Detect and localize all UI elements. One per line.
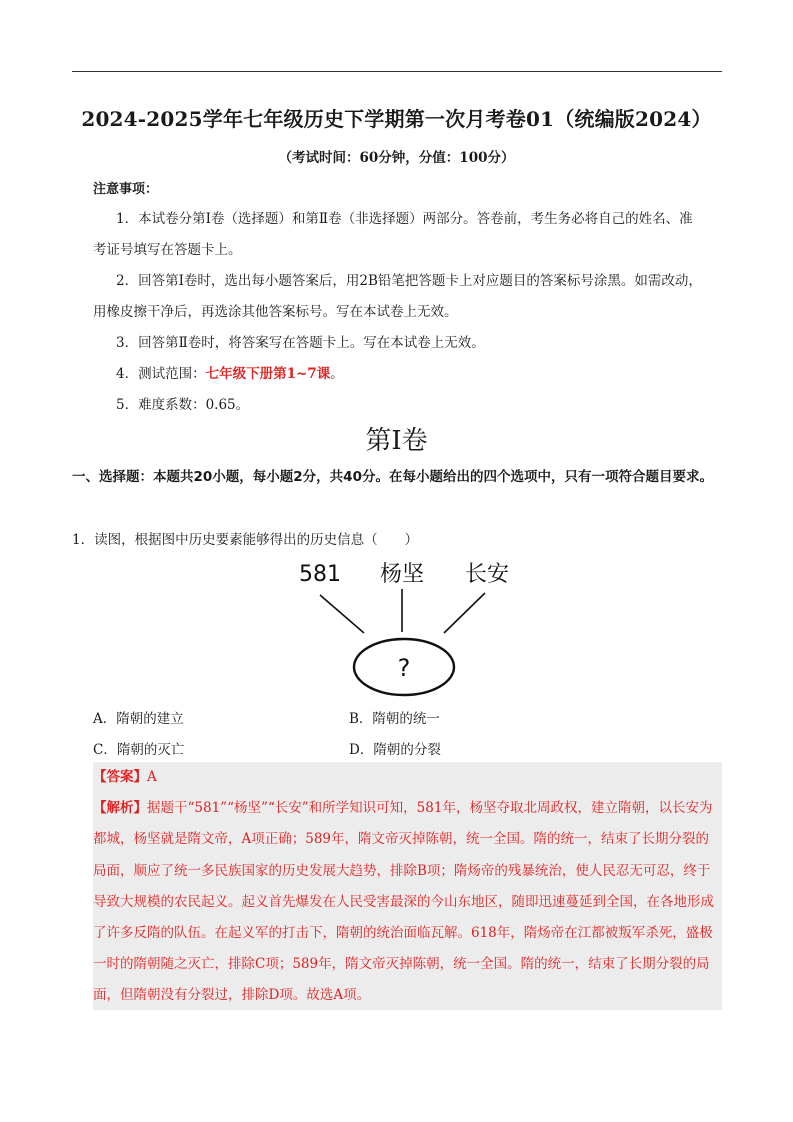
connector-line-right	[444, 593, 485, 633]
notice-item-4-prefix: 4．测试范围：	[116, 366, 206, 382]
notice-item-1-line-2: 考证号填写在答题卡上。	[93, 242, 242, 258]
option-c: C．隋朝的灭亡	[93, 742, 185, 758]
exam-subtitle: （考试时间：60分钟，分值：100分）	[278, 150, 515, 166]
option-d: D．隋朝的分裂	[349, 742, 441, 758]
header-rule	[72, 71, 722, 72]
answer-line	[93, 762, 722, 793]
option-a: A．隋朝的建立	[93, 711, 184, 727]
history-elements-diagram	[290, 553, 530, 703]
exam-title: 2024-2025学年七年级历史下学期第一次月考卷01（统编版2024）	[81, 107, 712, 131]
section-description: 一、选择题：本题共20小题，每小题2分，共40分。在每小题给出的四个选项中，只有一项符合题目要求。	[72, 469, 713, 485]
section-title: 第Ⅰ卷	[365, 426, 428, 456]
answer-label: 【答案】	[93, 769, 147, 785]
diagram-label-place: 长安	[464, 562, 510, 587]
question-1-stem: 1．读图，根据图中历史要素能够得出的历史信息（ ）	[72, 532, 419, 548]
notice-heading: 注意事项：	[93, 182, 159, 197]
notice-item-2-line-2: 用橡皮擦干净后，再选涂其他答案标号。写在本试卷上无效。	[93, 304, 458, 320]
test-scope: 七年级下册第1~7课	[205, 366, 331, 382]
notice-item-4	[116, 362, 344, 382]
answer-content	[93, 762, 722, 1012]
notice-item-3: 3．回答第Ⅱ卷时，将答案写在答题卡上。写在本试卷上无效。	[116, 335, 485, 351]
option-b: B．隋朝的统一	[349, 711, 440, 727]
connector-line-left	[320, 595, 364, 633]
answer-value: A	[147, 769, 157, 785]
diagram-label-year: 581	[299, 562, 341, 587]
analysis-block	[93, 793, 722, 1011]
notice-item-2-line-1: 2．回答第Ⅰ卷时，选出每小题答案后，用2B铅笔把答题卡上对应题目的答案标号涂黑。如需改动，	[116, 273, 702, 289]
notice-item-4-suffix: 。	[330, 366, 344, 382]
analysis-label: 【解析】	[93, 800, 147, 817]
analysis-text: 据题干“581”“杨坚”“长安”和所学知识可知，581年，杨坚夺取北周政权，建立隋朝，以长安为都城，杨坚就是隋文帝，A项正确；589年，隋文帝灭掉陈朝，统一全国。隋的统一，结束了长期分裂的局面，顺应了统一多民族国家的历史发展大趋势，排除B项；隋炀帝的残暴统治，使人民忍无可忍，终于导致大规模的农民起义。起义首先爆发在人民受害最深的今山东地区，随即迅速蔓延到全国，在各地形成了许多反隋的队伍。在起义军的打击下，隋朝的统治面临瓦解。618年，隋炀帝在江都被叛军杀死，盛极一时的隋朝随之灭亡，排除C项；589年，隋文帝灭掉陈朝，统一全国。隋的统一，结束了长期分裂的局面，但隋朝没有分裂过，排除D项。故选A项。	[93, 800, 714, 1004]
diagram-label-person: 杨坚	[379, 562, 425, 587]
notice-item-1-line-1: 1．本试卷分第Ⅰ卷（选择题）和第Ⅱ卷（非选择题）两部分。答卷前，考生务必将自己的姓名、准	[116, 211, 693, 227]
notice-item-5: 5．难度系数：0.65。	[116, 397, 250, 413]
diagram-question-mark: ?	[397, 654, 411, 682]
